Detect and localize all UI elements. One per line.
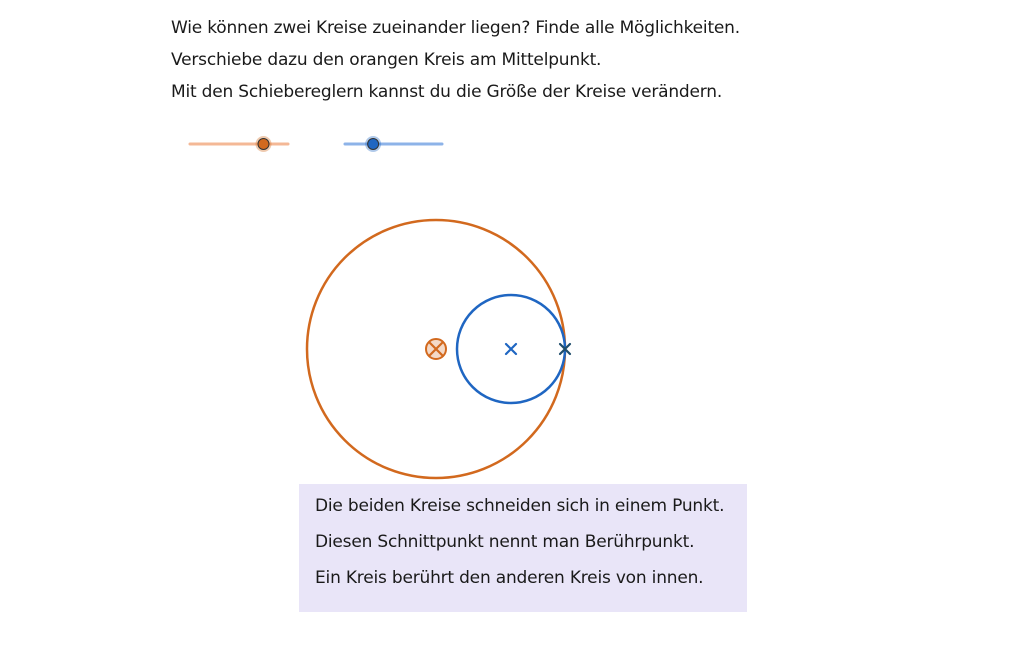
- blue-slider-knob[interactable]: [368, 139, 379, 150]
- orange-center-point[interactable]: [426, 339, 446, 359]
- instruction-line-1: Wie können zwei Kreise zueinander liegen? Finde alle Möglichkeiten.: [171, 18, 740, 38]
- orange-radius-slider[interactable]: [190, 136, 288, 152]
- instruction-line-2: Verschiebe dazu den orangen Kreis am Mittelpunkt.: [171, 50, 602, 70]
- blue-radius-slider[interactable]: [345, 136, 442, 152]
- blue-center-cross-icon: [506, 344, 516, 354]
- orange-slider-knob[interactable]: [258, 139, 269, 150]
- info-box: [299, 484, 747, 612]
- info-line-3: Ein Kreis berührt den anderen Kreis von innen.: [315, 568, 704, 588]
- info-line-2: Diesen Schnittpunkt nennt man Berührpunkt.: [315, 532, 695, 552]
- instruction-line-3: Mit den Schiebereglern kannst du die Größe der Kreise verändern.: [171, 82, 723, 102]
- info-line-1: Die beiden Kreise schneiden sich in einem Punkt.: [315, 496, 725, 516]
